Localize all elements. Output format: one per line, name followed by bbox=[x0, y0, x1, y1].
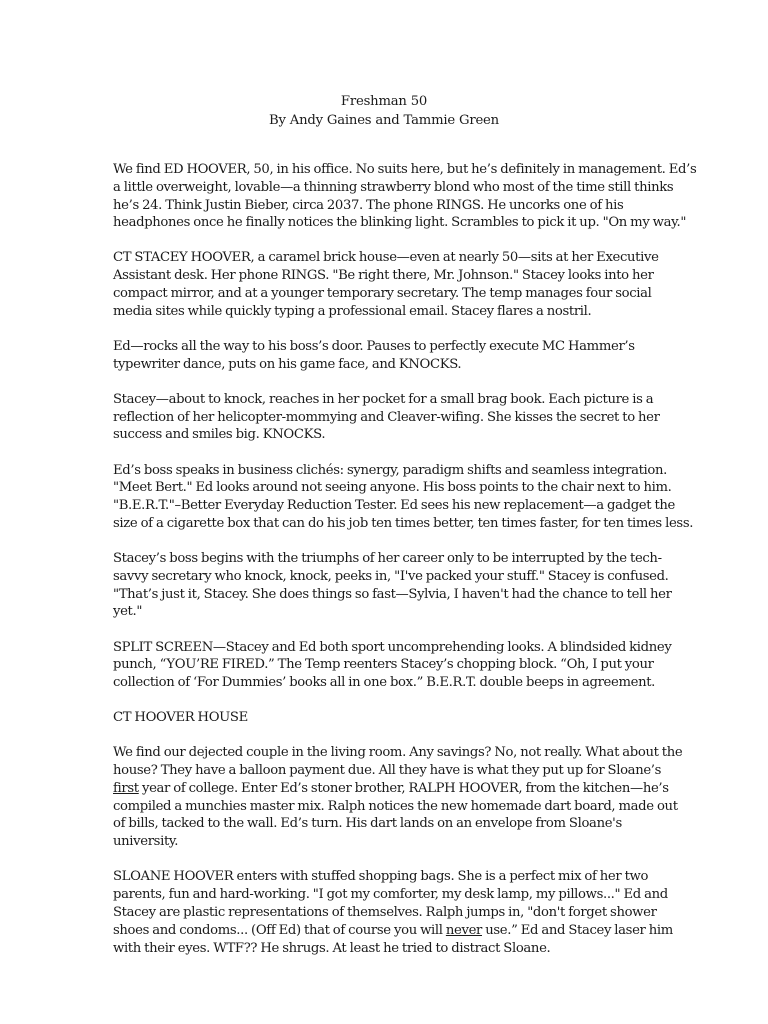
document-title: Freshman 50 bbox=[340, 94, 428, 109]
text-line: Stacey’s boss begins with the triumphs of her career only to be interrupted by the tech- bbox=[113, 551, 662, 567]
underlined-word: never bbox=[445, 922, 482, 938]
text-line bbox=[113, 922, 673, 940]
text-line: punch, “YOU’RE FIRED.” The Temp reenters Stacey’s chopping block. “Oh, I put your bbox=[113, 657, 654, 673]
text-line: university. bbox=[113, 834, 179, 850]
text-line: success and smiles big. KNOCKS. bbox=[113, 427, 326, 443]
paragraph bbox=[113, 161, 697, 232]
text-line: CT HOOVER HOUSE bbox=[113, 710, 248, 726]
text-line: parents, fun and hard-working. "I got my comforter, my desk lamp, my pillows..." Ed and bbox=[113, 887, 668, 903]
paragraph bbox=[113, 709, 673, 727]
text-line: a little overweight, lovable—a thinning strawberry blond who most of the time still thinks bbox=[113, 179, 674, 195]
text-line: SLOANE HOOVER enters with stuffed shopping bags. She is a perfect mix of her two bbox=[113, 869, 649, 885]
paragraph-gap bbox=[113, 533, 673, 550]
text-line: house? They have a balloon payment due. All they have is what they put up for Sloane’s bbox=[113, 763, 662, 779]
paragraph bbox=[113, 868, 673, 957]
text-line: CT STACEY HOOVER, a caramel brick house—even at nearly 50—sits at her Executive bbox=[113, 250, 659, 266]
text-line: media sites while quickly typing a professional email. Stacey flares a nostril. bbox=[113, 303, 592, 319]
text-line: "B.E.R.T."–Better Everyday Reduction Tester. Ed sees his new replacement—a gadget the bbox=[113, 498, 675, 514]
text-line: headphones once he finally notices the blinking light. Scrambles to pick it up. "On my way." bbox=[113, 215, 687, 231]
paragraph-gap bbox=[113, 727, 673, 744]
paragraph-gap bbox=[113, 232, 673, 249]
paragraph-gap bbox=[113, 374, 673, 391]
text-line: collection of ‘For Dummies’ books all in one box.” B.E.R.T. double beeps in agreement. bbox=[113, 675, 656, 691]
document-byline: By Andy Gaines and Tammie Green bbox=[269, 113, 499, 128]
document-body bbox=[113, 161, 697, 957]
paragraph-gap bbox=[113, 692, 673, 709]
text-segment: shoes and condoms... (Off Ed) that of course you will bbox=[113, 922, 446, 938]
text-line: Ed’s boss speaks in business clichés: synergy, paradigm shifts and seamless integration. bbox=[113, 462, 667, 478]
text-segment: use.” Ed and Stacey laser him bbox=[481, 922, 673, 938]
paragraph bbox=[113, 391, 673, 444]
text-line: yet." bbox=[113, 604, 143, 620]
paragraph bbox=[113, 249, 673, 320]
text-line: We find ED HOOVER, 50, in his office. No suits here, but he’s definitely in management. Ed’s bbox=[113, 162, 697, 177]
text-line: SPLIT SCREEN—Stacey and Ed both sport uncomprehending looks. A blindsided kidney bbox=[113, 639, 672, 655]
text-line: of bills, tacked to the wall. Ed’s turn. His dart lands on an envelope from Sloane's bbox=[113, 816, 622, 832]
text-line: compiled a munchies master mix. Ralph notices the new homemade dart board, made out bbox=[113, 798, 678, 814]
document-header bbox=[0, 92, 768, 130]
text-segment: year of college. Enter Ed’s stoner brother, RALPH HOOVER, from the kitchen—he’s bbox=[138, 780, 669, 796]
paragraph bbox=[113, 550, 673, 621]
paragraph bbox=[113, 338, 673, 374]
text-line: "Meet Bert." Ed looks around not seeing anyone. His boss points to the chair next to him. bbox=[113, 480, 672, 496]
text-line: Stacey are plastic representations of themselves. Ralph jumps in, "don't forget shower bbox=[113, 904, 657, 920]
paragraph-gap bbox=[113, 321, 673, 338]
text-line: he’s 24. Think Justin Bieber, circa 2037. The phone RINGS. He uncorks one of his bbox=[113, 197, 624, 213]
paragraph bbox=[113, 639, 673, 692]
paragraph bbox=[113, 744, 683, 851]
text-line: Ed—rocks all the way to his boss’s door. Pauses to perfectly execute MC Hammer’s bbox=[113, 338, 635, 354]
text-line: reflection of her helicopter-mommying and Cleaver-wifing. She kisses the secret to her bbox=[113, 409, 660, 425]
text-line: size of a cigarette box that can do his job ten times better, ten times faster, for ten times less. bbox=[113, 515, 694, 531]
text-line: typewriter dance, puts on his game face, and KNOCKS. bbox=[113, 356, 462, 372]
text-line: "That’s just it, Stacey. She does things so fast—Sylvia, I haven't had the chance to tell her bbox=[113, 586, 672, 602]
text-line: Assistant desk. Her phone RINGS. "Be right there, Mr. Johnson." Stacey looks into her bbox=[113, 268, 654, 284]
paragraph-gap bbox=[113, 444, 673, 461]
underlined-word: first bbox=[113, 780, 139, 796]
text-line: with their eyes. WTF?? He shrugs. At least he tried to distract Sloane. bbox=[113, 940, 551, 956]
paragraph-gap bbox=[113, 621, 673, 638]
text-line: We find our dejected couple in the living room. Any savings? No, not really. What about the bbox=[113, 745, 683, 761]
paragraph bbox=[113, 462, 694, 533]
text-line bbox=[113, 780, 673, 798]
paragraph-gap bbox=[113, 851, 673, 868]
text-line: compact mirror, and at a younger temporary secretary. The temp manages four social bbox=[113, 286, 652, 302]
text-line: savvy secretary who knock, knock, peeks in, "I've packed your stuff." Stacey is confused. bbox=[113, 568, 669, 584]
text-line: Stacey—about to knock, reaches in her pocket for a small brag book. Each picture is a bbox=[113, 391, 654, 407]
